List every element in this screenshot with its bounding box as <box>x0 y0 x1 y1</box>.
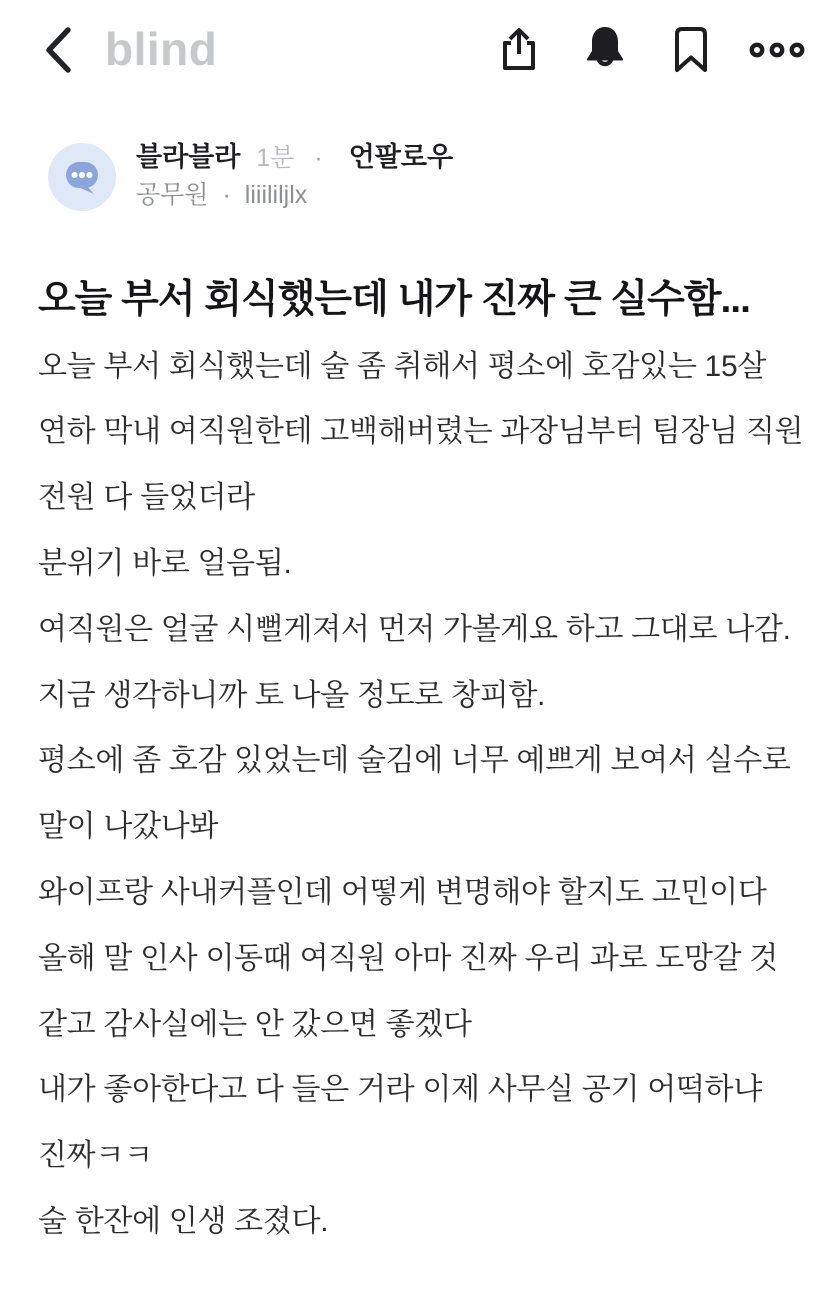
back-button[interactable] <box>45 28 75 76</box>
share-button[interactable] <box>496 26 542 78</box>
post-title: 오늘 부서 회식했는데 내가 진짜 큰 실수함... <box>38 278 750 321</box>
post-body <box>38 334 835 1255</box>
post-body-line: 진짜ㅋㅋ <box>38 1139 153 1173</box>
post-body-line: 올해 말 인사 이동때 여직원 아마 진짜 우리 과로 도망갈 것 <box>38 941 778 975</box>
post-body-line: 전원 다 들었더라 <box>38 481 255 515</box>
more-options-button[interactable] <box>754 26 800 78</box>
author-row <box>48 143 800 211</box>
post-body-line: 여직원은 얼굴 시뻘게져서 먼저 가볼게요 하고 그대로 나감. <box>38 612 791 646</box>
chevron-left-icon <box>45 26 72 79</box>
post-body-line: 말이 나갔나봐 <box>38 810 219 844</box>
post-body-line: 술 한잔에 인생 조졌다. <box>38 1204 329 1238</box>
notifications-button[interactable] <box>582 26 628 78</box>
post-body-line: 같고 감사실에는 안 갔으면 좋겠다 <box>38 1007 472 1041</box>
author-company: 공무원 <box>136 181 209 209</box>
post-body-line: 와이프랑 사내커플인데 어떻게 변명해야 할지도 고민이다 <box>38 875 767 909</box>
author-handle: liiililjlx <box>244 181 308 209</box>
top-bar <box>0 0 835 104</box>
post-body-line: 지금 생각하니까 토 나올 정도로 창피함. <box>38 678 546 712</box>
ellipsis-icon <box>749 40 805 65</box>
author-name[interactable]: 블라블라 <box>136 142 241 172</box>
bookmark-button[interactable] <box>668 26 714 78</box>
blind-logo: blind <box>105 23 218 75</box>
bookmark-icon <box>674 25 708 80</box>
post-timestamp: 1분 <box>256 144 295 172</box>
post-body-line: 오늘 부서 회식했는데 술 좀 취해서 평소에 호감있는 15살 <box>38 349 767 383</box>
separator-dot: · <box>222 181 231 209</box>
bell-icon <box>582 24 628 81</box>
unfollow-button[interactable]: 언팔로우 <box>348 142 454 172</box>
chat-bubble-icon <box>48 198 116 215</box>
avatar[interactable] <box>48 143 116 211</box>
post-body-line: 분위기 바로 얼음됨. <box>38 546 292 580</box>
top-bar-actions <box>496 26 800 78</box>
post-body-line: 내가 좋아한다고 다 들은 거라 이제 사무실 공기 어떡하냐 <box>38 1073 762 1107</box>
separator-dot: · <box>314 144 323 172</box>
post-body-line: 평소에 좀 호감 있었는데 술김에 너무 예쁘게 보여서 실수로 <box>38 744 791 778</box>
post-body-line: 연하 막내 여직원한테 고백해버렸는 과장님부터 팀장님 직원 <box>38 415 804 449</box>
share-icon <box>498 26 540 79</box>
author-info <box>136 143 453 208</box>
